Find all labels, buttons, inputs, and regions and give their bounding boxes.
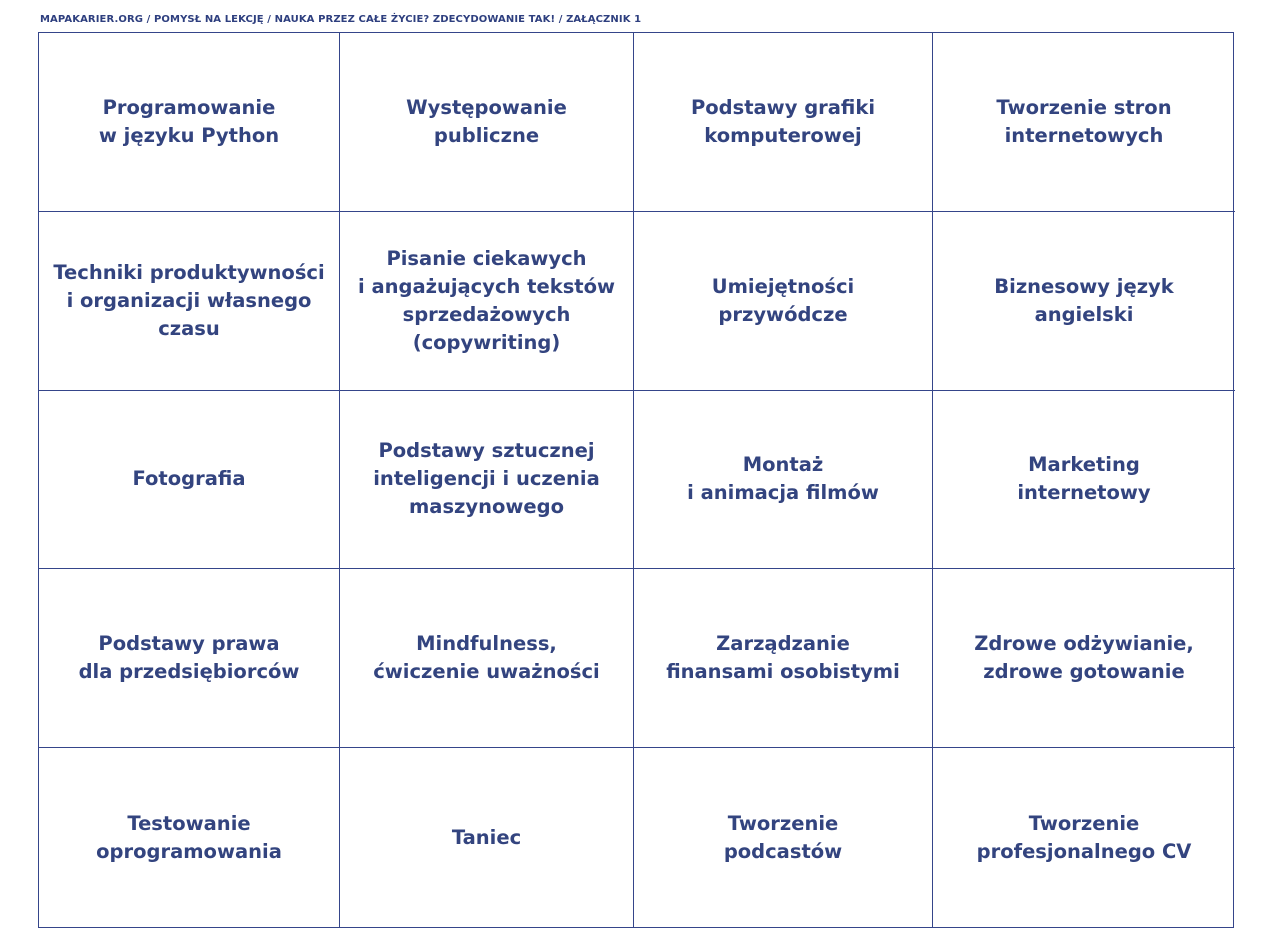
cell-label: Zarządzanie finansami osobistymi	[666, 632, 900, 684]
grid-cell	[39, 569, 340, 748]
grid-cell	[933, 212, 1235, 391]
cell-label: Montaż i animacja filmów	[687, 453, 879, 505]
cell-label: Tworzenie stron internetowych	[996, 95, 1172, 147]
skills-grid	[38, 32, 1234, 928]
grid-cell	[39, 33, 340, 212]
grid-cell	[634, 748, 933, 927]
grid-cell	[340, 748, 634, 927]
cell-label: Biznesowy język angielski	[994, 274, 1174, 326]
cell-label: Występowanie publiczne	[406, 95, 567, 147]
cell-label: Podstawy sztucznej inteligencji i uczenia maszynowego	[373, 439, 600, 519]
cell-label: Pisanie ciekawych i angażujących tekstów sprzedażowych (copywriting)	[357, 246, 616, 354]
cell-label: Tworzenie profesjonalnego CV	[976, 811, 1192, 863]
page-header: MAPAKARIER.ORG / POMYSŁ NA LEKCJĘ / NAUKA PRZEZ CAŁE ŻYCIE? ZDECYDOWANIE TAK! / ZAŁĄCZNIK 1	[40, 14, 642, 25]
cell-label: Podstawy grafiki komputerowej	[690, 95, 876, 147]
grid-cell	[634, 212, 933, 391]
cell-label: Fotografia	[132, 467, 246, 491]
grid-cell	[933, 391, 1235, 570]
cell-label: Testowanie oprogramowania	[96, 811, 282, 863]
grid-cell	[39, 391, 340, 570]
grid-cell	[634, 569, 933, 748]
cell-label: Podstawy prawa dla przedsiębiorców	[78, 632, 300, 684]
grid-cell	[634, 33, 933, 212]
cell-label: Taniec	[451, 825, 522, 849]
cell-label: Marketing internetowy	[1017, 453, 1151, 505]
grid-cell	[39, 212, 340, 391]
cell-label: Umiejętności przywódcze	[711, 274, 855, 326]
grid-cell	[340, 212, 634, 391]
grid-cell	[39, 748, 340, 927]
cell-label: Zdrowe odżywianie, zdrowe gotowanie	[974, 632, 1194, 684]
cell-label: Techniki produktywności i organizacji własnego czasu	[53, 260, 325, 340]
cell-label: Tworzenie podcastów	[723, 811, 843, 863]
grid-cell	[340, 391, 634, 570]
grid-cell	[933, 748, 1235, 927]
grid-cell	[340, 569, 634, 748]
grid-cell	[933, 569, 1235, 748]
grid-cell	[340, 33, 634, 212]
cell-label: Mindfulness, ćwiczenie uważności	[373, 632, 600, 684]
grid-cell	[933, 33, 1235, 212]
grid-cell	[634, 391, 933, 570]
cell-label: Programowanie w języku Python	[98, 95, 280, 147]
